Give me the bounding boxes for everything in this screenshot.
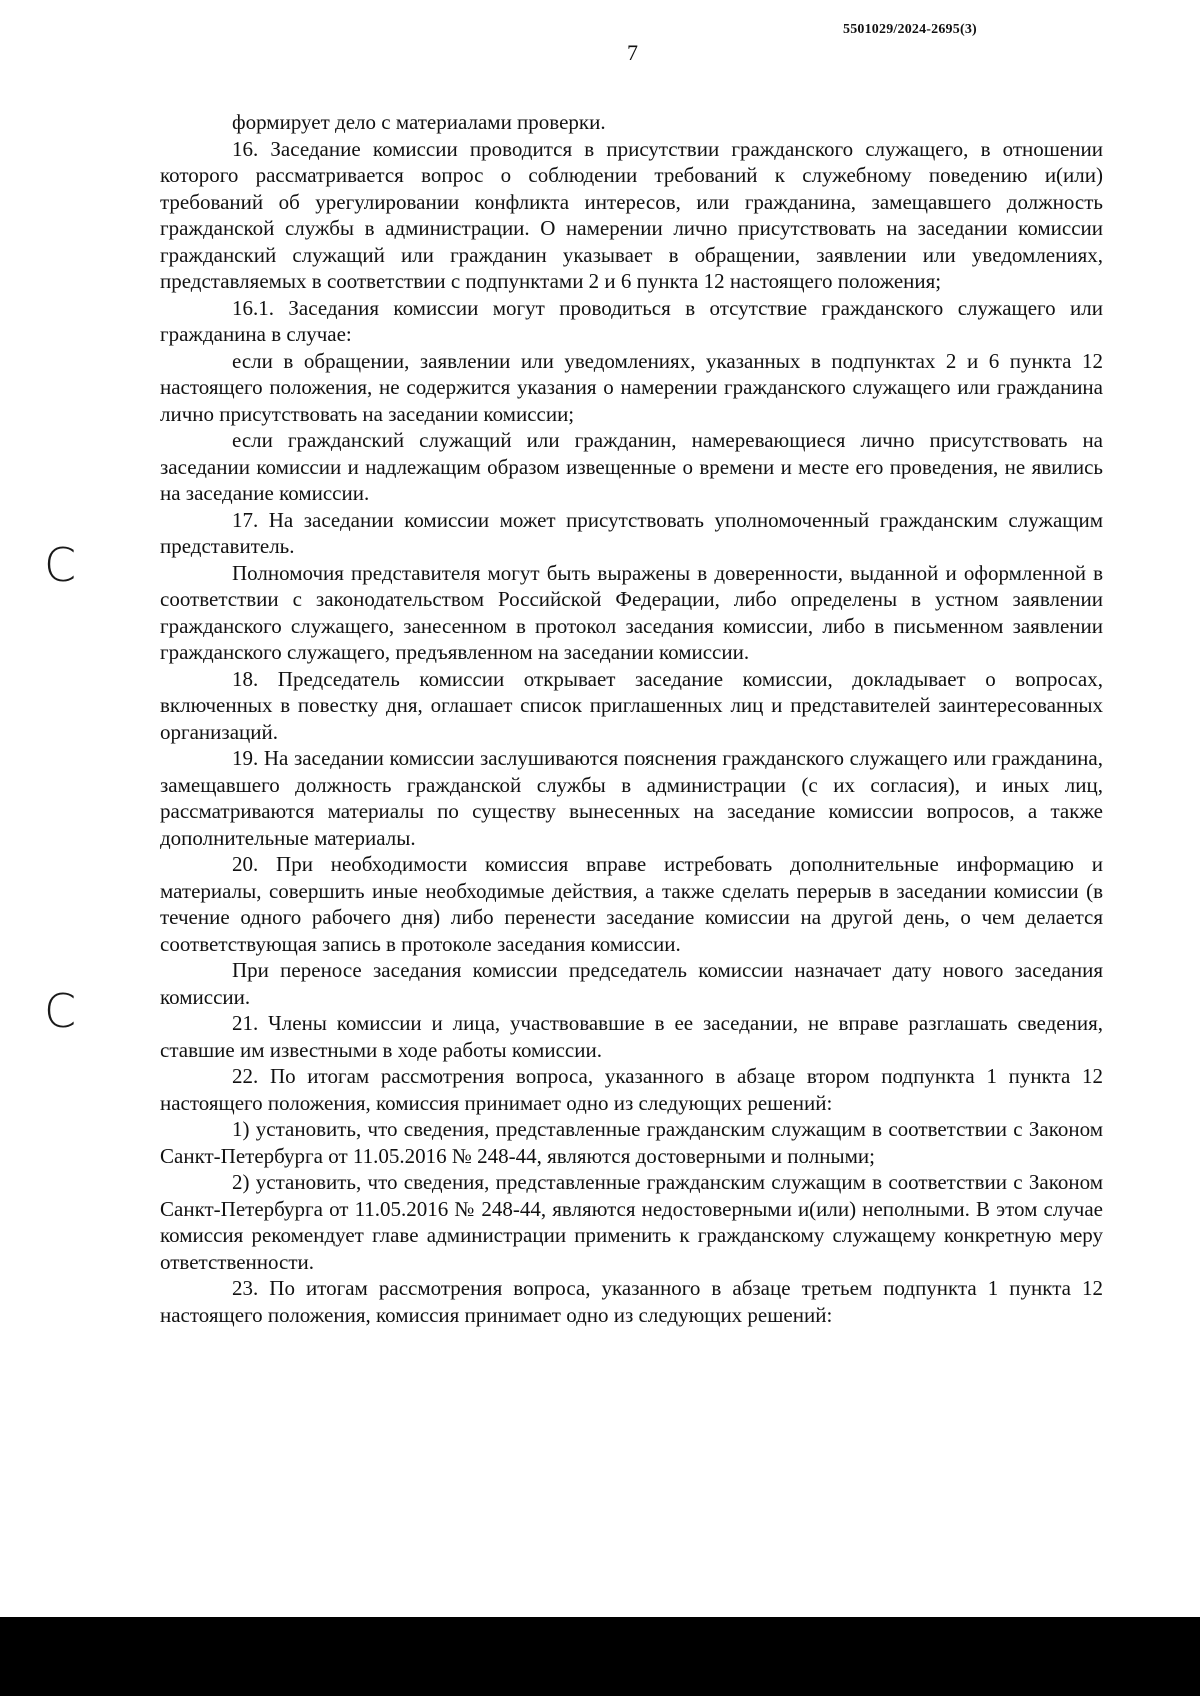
margin-bracket-mark-bottom: C — [44, 984, 77, 1038]
paragraph-17: 17. На заседании комиссии может присутствовать уполномоченный гражданским служащим представитель. — [160, 507, 1103, 558]
document-body — [160, 109, 1103, 1328]
paragraph-21: 21. Члены комиссии и лица, участвовавшие в ее заседании, не вправе разглашать сведения, ставшие им известными в ходе работы комиссии. — [160, 1011, 1103, 1062]
paragraph-16-1: 16.1. Заседания комиссии могут проводиться в отсутствие гражданского служащего или гражданина в случае: — [160, 295, 1103, 346]
paragraph-22-decision-2: 2) установить, что сведения, представленные гражданским служащим в соответствии с Законом Санкт-Петербурга от 11.05.2016 № 248-44, являются недостоверными и(или) неполными. В этом случае комиссия рекомендует главе администрации применить к гражданскому служащему конкретную меру ответственности. — [160, 1170, 1103, 1274]
paragraph-16: 16. Заседание комиссии проводится в присутствии гражданского служащего, в отношении которого рассматривается вопрос о соблюдении требований к служебному поведению и(или) требований об урегулировании конфликта интересов, или гражданина, замещавшего должность гражданской службы в администрации. О намерении лично присутствовать на заседании комиссии гражданский служащий или гражданин указывает в обращении, заявлении или уведомлениях, представляемых в соответствии с подпунктами 2 и 6 пункта 12 настоящего положения; — [160, 136, 1103, 293]
paragraph-continuation: формирует дело с материалами проверки. — [232, 110, 606, 134]
paragraph-19: 19. На заседании комиссии заслушиваются пояснения гражданского служащего или гражданина, замещавшего должность гражданской службы в администрации (с их согласия), и иных лиц, рассматриваются материалы по существу вынесенных на заседание комиссии вопросов, а также дополнительные материалы. — [160, 746, 1103, 850]
page-number: 7 — [627, 40, 638, 65]
paragraph-22: 22. По итогам рассмотрения вопроса, указанного в абзаце втором подпункта 1 пункта 12 настоящего положения, комиссия принимает одно из следующих решений: — [160, 1064, 1103, 1115]
scan-bottom-edge — [0, 1617, 1200, 1696]
paragraph-20-postpone: При переносе заседания комиссии председатель комиссии назначает дату нового заседания комиссии. — [160, 958, 1103, 1009]
paragraph-18: 18. Председатель комиссии открывает заседание комиссии, докладывает о вопросах, включенных в повестку дня, оглашает список приглашенных лиц и представителей заинтересованных организаций. — [160, 666, 1103, 744]
paragraph-22-decision-1: 1) установить, что сведения, представленные гражданским служащим в соответствии с Законом Санкт-Петербурга от 11.05.2016 № 248-44, являются достоверными и полными; — [160, 1117, 1103, 1168]
margin-bracket-mark-top: C — [44, 538, 77, 592]
paragraph-17-powers: Полномочия представителя могут быть выражены в доверенности, выданной и оформленной в соответствии с законодательством Российской Федерации, либо определены в устном заявлении гражданского служащего, занесенном в протокол заседания комиссии, либо в письменном заявлении гражданского служащего, предъявленном на заседании комиссии. — [160, 560, 1103, 664]
paragraph-16-1-case-b: если гражданский служащий или гражданин, намеревающиеся лично присутствовать на заседании комиссии и надлежащим образом извещенные о времени и месте его проведения, не явились на заседание комиссии. — [160, 428, 1103, 505]
doc-code: 5501029/2024-2695(3) — [843, 22, 977, 37]
paragraph-23: 23. По итогам рассмотрения вопроса, указанного в абзаце третьем подпункта 1 пункта 12 настоящего положения, комиссия принимает одно из следующих решений: — [160, 1276, 1103, 1327]
bottom-margin — [0, 1590, 1200, 1617]
paragraph-16-1-case-a: если в обращении, заявлении или уведомлениях, указанных в подпунктах 2 и 6 пункта 12 настоящего положения, не содержится указания о намерении гражданского служащего или гражданина лично присутствовать на заседании комиссии; — [160, 348, 1103, 426]
paragraph-20: 20. При необходимости комиссия вправе истребовать дополнительные информацию и материалы, совершить иные необходимые действия, а также сделать перерыв в заседании комиссии (в течение одного рабочего дня) либо перенести заседание комиссии на другой день, о чем делается соответствующая запись в протоколе заседания комиссии. — [160, 852, 1103, 956]
